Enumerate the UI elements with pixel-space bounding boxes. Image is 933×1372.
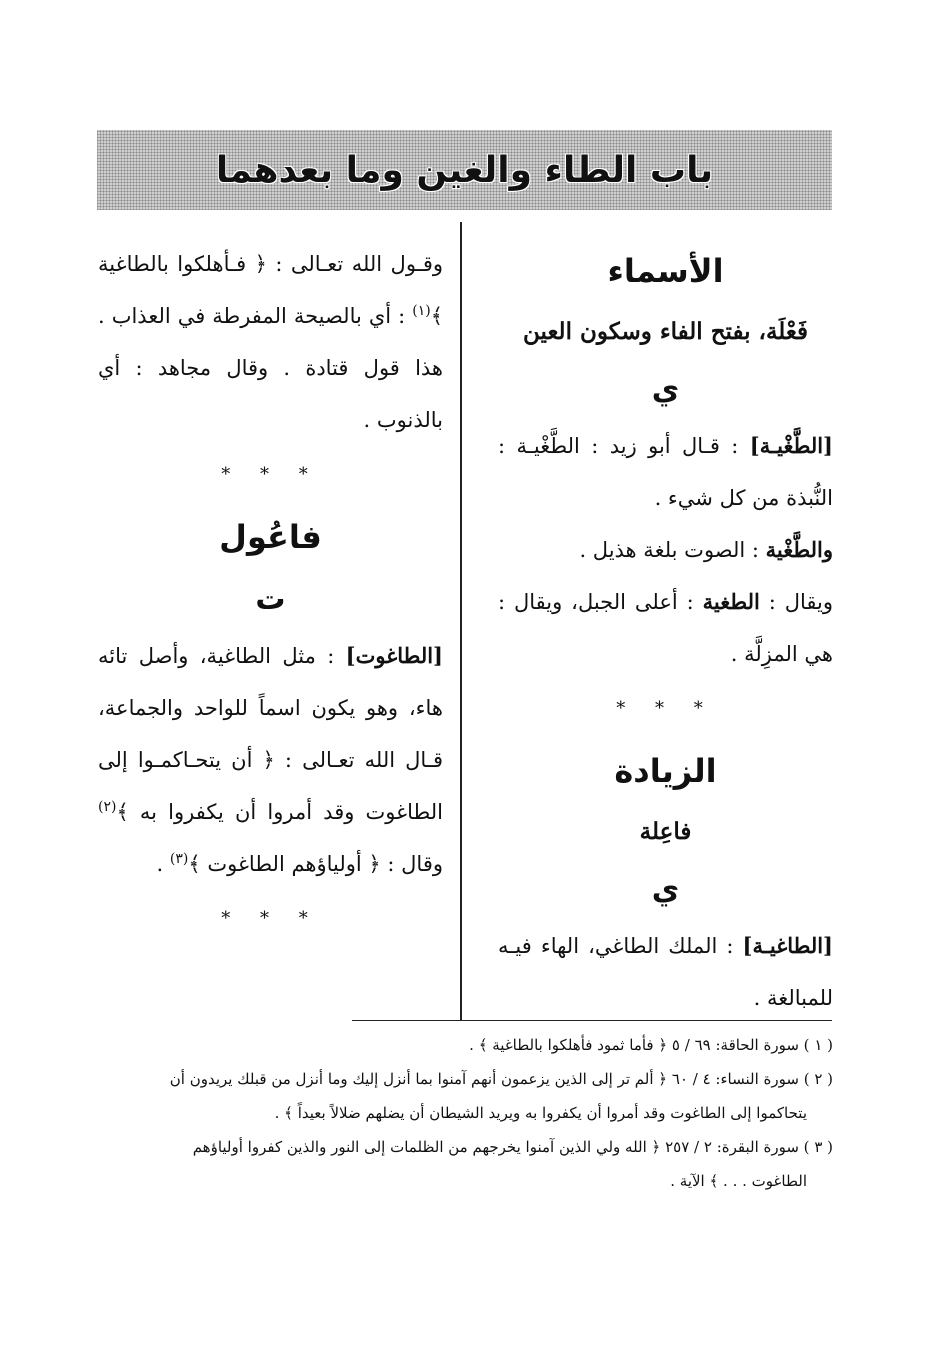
- chapter-title: باب الطاء والغين وما بعدهما: [215, 149, 714, 191]
- separator-stars: * * *: [221, 464, 320, 485]
- entry-tughya-sound: [498, 524, 833, 576]
- footnote-rule: [352, 1020, 832, 1021]
- right-column: [498, 238, 833, 1024]
- footnote-ref: (٣): [169, 851, 189, 867]
- entry-taghut: [98, 630, 443, 890]
- entry-text: : أعلى الجبل، ويقال : هي المزِلَّة .: [498, 590, 833, 666]
- quran-citation-paragraph: [98, 238, 443, 446]
- entry-text: : قـال أبو زيد : الطَّغْيـة : النُّبذة من كل شيء .: [498, 434, 833, 510]
- entry-text: : مثل الطاغية، وأصل تائه هاء، وهو يكون اسماً للواحد والجماعة، قـال الله تعـالى : ﴿ أن يتحـاكمـوا إلى الطاغوت وقد أمروا أن يكفروا به ﴾: [98, 644, 443, 824]
- letter-heading: ي: [651, 372, 680, 407]
- letter-heading: ت: [255, 582, 286, 617]
- separator-stars: * * *: [221, 908, 320, 929]
- entry-term: الطغية: [702, 589, 760, 614]
- letter-heading: ي: [651, 872, 680, 907]
- section-title-nouns: الأسماء: [607, 252, 724, 290]
- section-title-augmented: الزيادة: [614, 752, 717, 790]
- entry-term: [الطاغيـة]: [742, 933, 833, 958]
- left-column: [98, 238, 443, 948]
- pattern-heading: فاعِلة: [639, 818, 692, 845]
- separator-stars: * * *: [616, 698, 715, 719]
- pattern-heading: فَعْلَة، بفتح الفاء وسكون العين: [523, 318, 808, 345]
- paragraph-text: وقـول الله تعـالى : ﴿ فـأهلكوا بالطاغية ﴾: [98, 252, 443, 328]
- entry-term: والطَّغْية: [765, 537, 833, 562]
- footnote-ref: (١): [412, 303, 431, 319]
- footnote-2-continued: يتحاكموا إلى الطاغوت وقد أمروا أن يكفروا به ويريد الشيطان أن يضلهم ضلالاً بعيداً ﴾ .: [274, 1104, 807, 1122]
- footnotes: [98, 1028, 833, 1198]
- entry-taghiya: [498, 920, 833, 1024]
- entry-term: [الطاغوت]: [345, 643, 443, 668]
- paragraph-text: : أي بالصيحة المفرطة في العذاب . هذا قول قتادة . وقال مجاهد : أي بالذنوب .: [98, 304, 443, 432]
- footnote-2: ( ٢ ) سورة النساء: ٤ / ٦٠ ﴿ ألم تر إلى الذين يزعمون أنهم آمنوا بما أنزل إليك وما أنزل من قبلك يريدون أن: [169, 1070, 833, 1088]
- pattern-heading: فاعُول: [219, 518, 322, 556]
- entry-text: وقال : ﴿ أولياؤهم الطاغوت ﴾: [188, 852, 443, 876]
- entry-text: .: [156, 852, 164, 876]
- entry-tughya: [498, 420, 833, 524]
- entry-prefix: ويقال :: [759, 590, 833, 614]
- entry-text: : الصوت بلغة هذيل .: [579, 538, 759, 562]
- column-divider: [460, 222, 462, 1020]
- footnote-ref: (٢): [98, 799, 117, 815]
- footnote-3-continued: الطاغوت . . . ﴾ الآية .: [670, 1172, 807, 1190]
- entry-term: [الطَّغْيـة]: [749, 433, 833, 458]
- entry-tughya-mountain: [498, 576, 833, 680]
- chapter-header-band: [97, 130, 832, 210]
- entry-text: : الملك الطاغي، الهاء فيـه للمبالغة .: [498, 934, 833, 1010]
- footnote-3: ( ٣ ) سورة البقرة: ٢ / ٢٥٧ ﴿ الله ولي الذين آمنوا يخرجهم من الظلمات إلى النور والذين كفروا أولياؤهم: [192, 1138, 833, 1156]
- footnote-1: ( ١ ) سورة الحاقة: ٦٩ / ٥ ﴿ فأما ثمود فأهلكوا بالطاغية ﴾ .: [469, 1036, 833, 1054]
